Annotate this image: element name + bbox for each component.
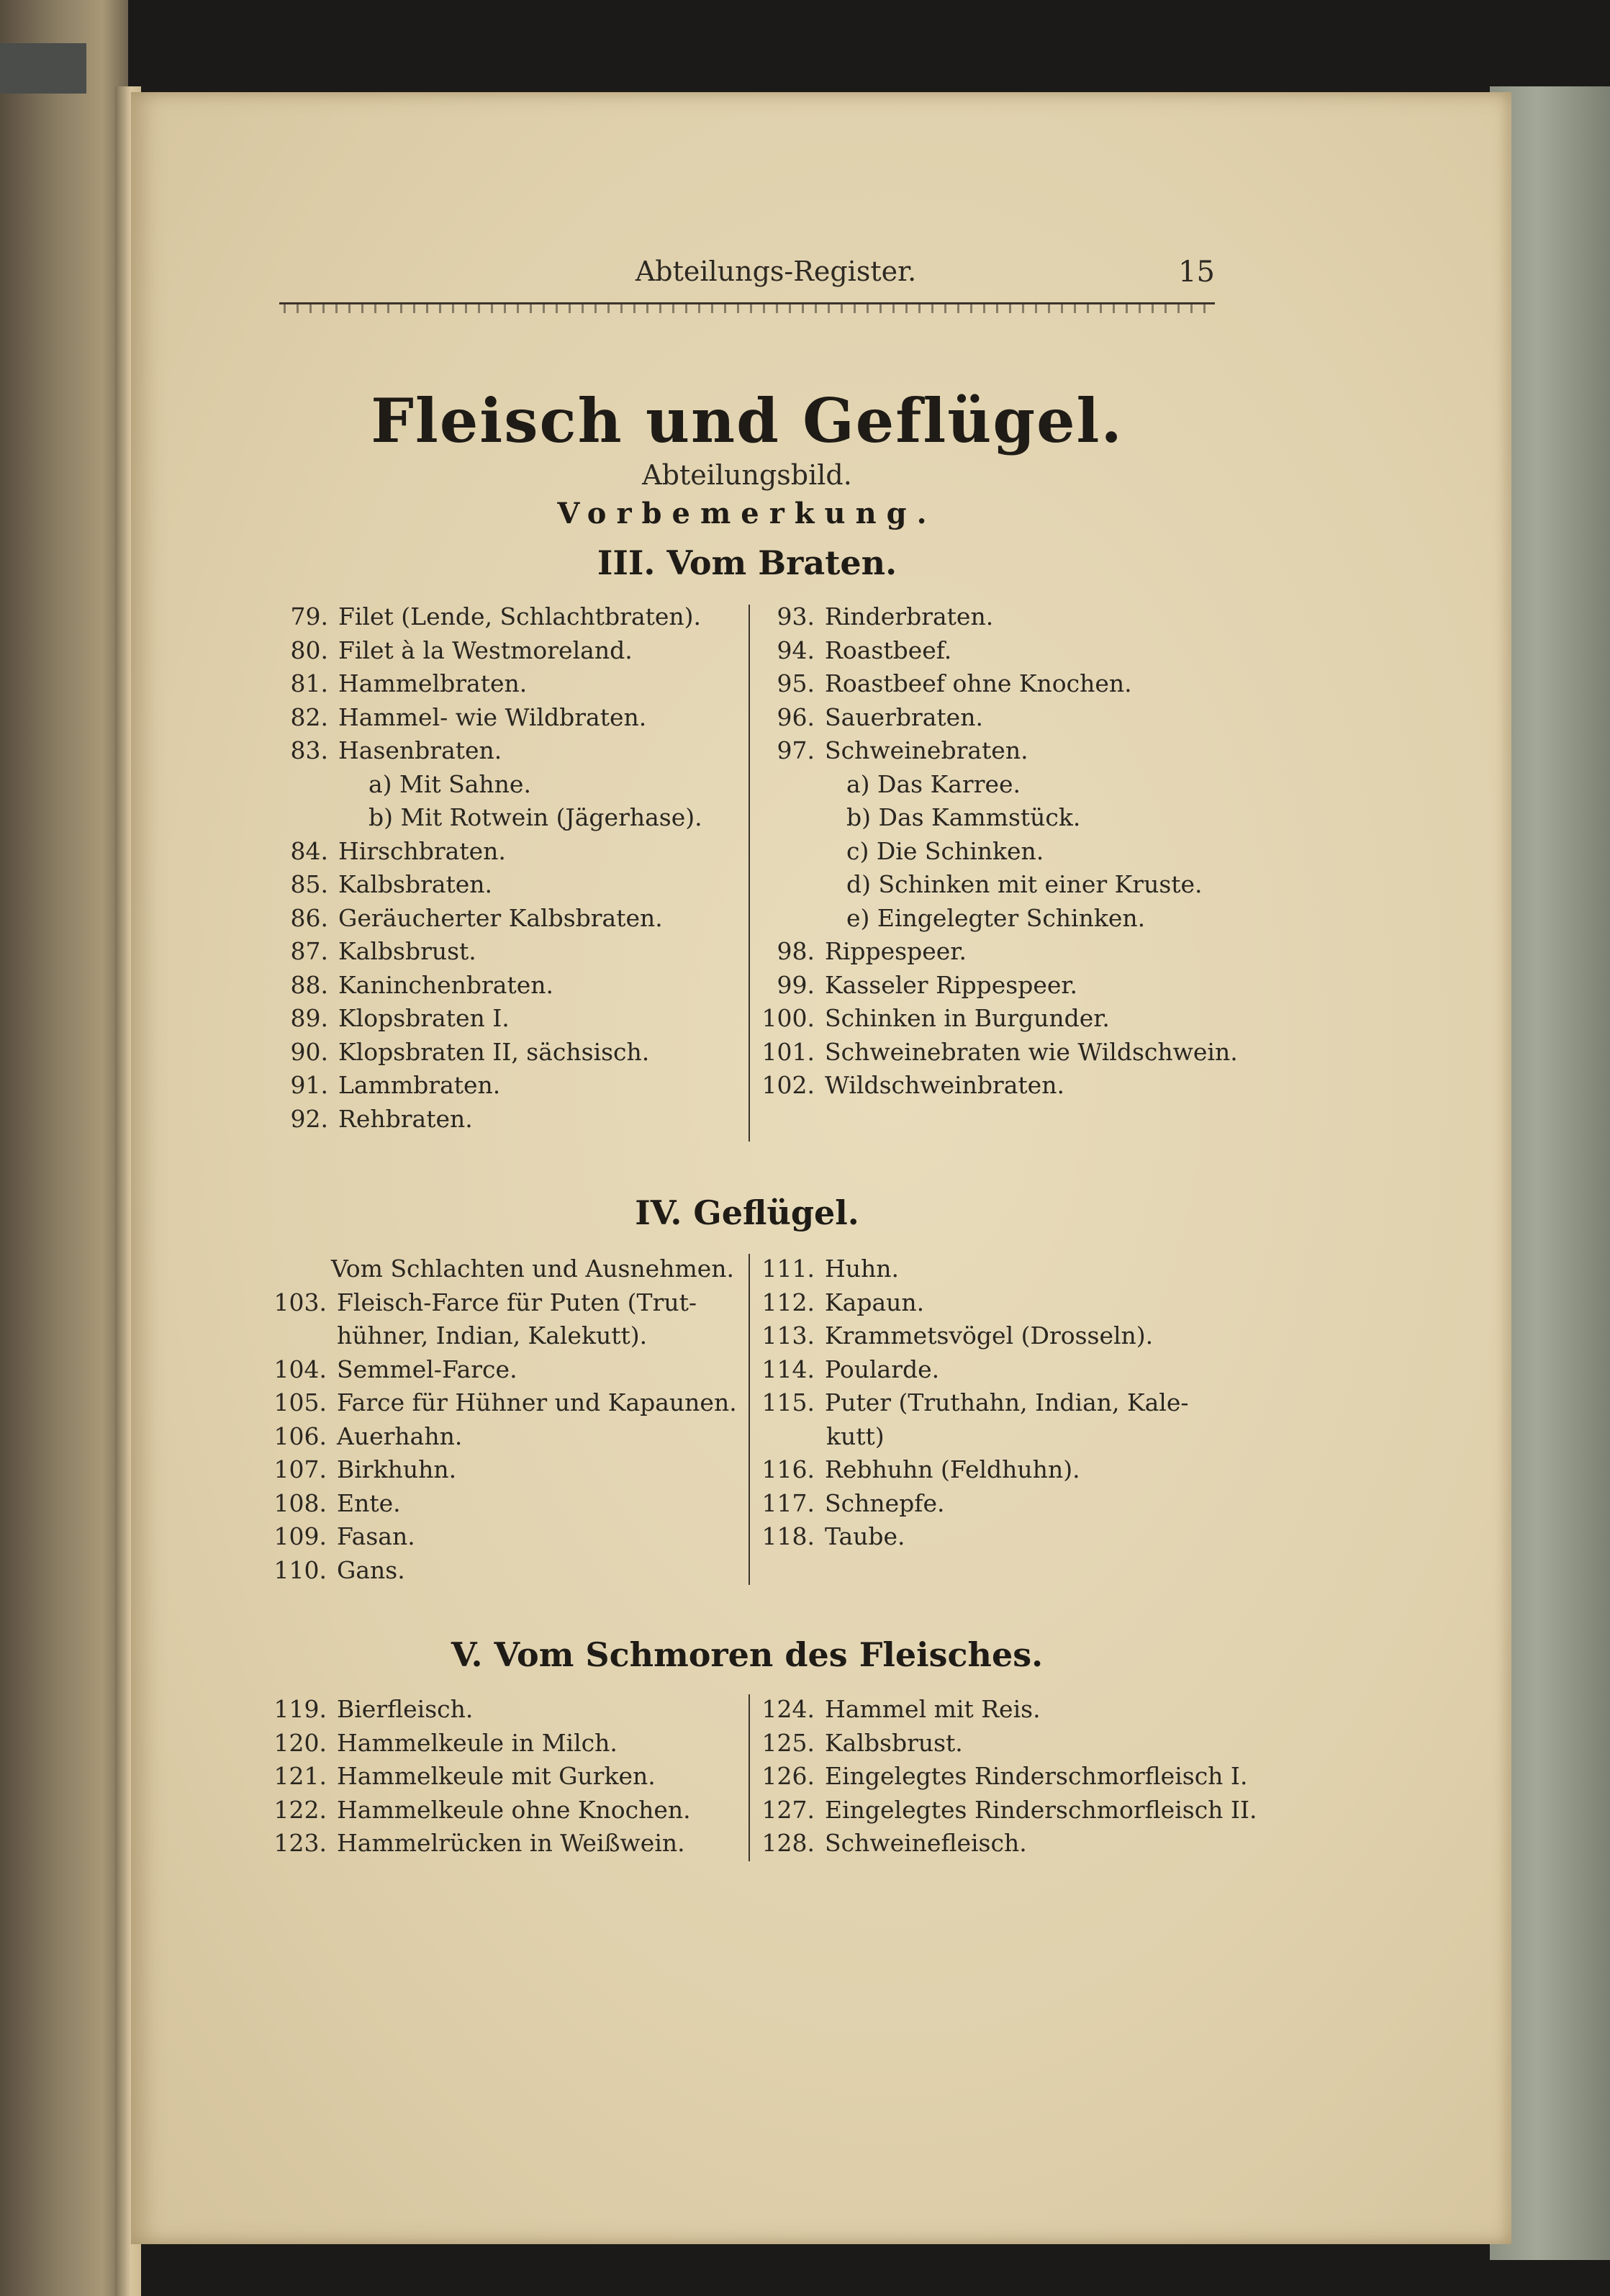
entry-number: 113. xyxy=(761,1321,815,1350)
entry-text: Kalbsbrust. xyxy=(338,937,476,965)
entry-text: Huhn. xyxy=(825,1255,900,1283)
index-entry xyxy=(757,935,1225,969)
section-iv-left-column xyxy=(268,1252,743,1587)
entry-number: 98. xyxy=(777,937,815,965)
entry-text: Geräucherter Kalbsbraten. xyxy=(338,903,663,932)
index-entry xyxy=(268,1487,743,1521)
entry-text: Schweinebraten wie Wildschwein. xyxy=(825,1037,1238,1066)
index-entry xyxy=(757,1453,1225,1487)
entry-number: 128. xyxy=(761,1829,815,1857)
entry-number: 100. xyxy=(761,1004,815,1032)
index-entry xyxy=(757,1827,1225,1861)
index-entry xyxy=(279,701,740,735)
entry-number: 89. xyxy=(290,1004,328,1032)
entry-number: 81. xyxy=(290,669,328,697)
entry-text: Eingelegtes Rinderschmorfleisch II. xyxy=(825,1795,1257,1824)
entry-number: 84. xyxy=(290,836,328,865)
section-heading-iv: IV. Geflügel. xyxy=(635,1193,859,1232)
section-iv-right-column xyxy=(757,1252,1225,1554)
entry-number: 105. xyxy=(273,1388,327,1416)
index-entry xyxy=(757,1252,1225,1286)
entry-number: 94. xyxy=(777,636,815,664)
entry-text: Sauerbraten. xyxy=(825,702,983,731)
index-entry xyxy=(757,701,1225,735)
index-entry xyxy=(757,1286,1225,1320)
section-heading-v: V. Vom Schmoren des Fleisches. xyxy=(451,1635,1044,1674)
index-entry xyxy=(268,1319,743,1353)
section-iii-right-column xyxy=(757,600,1238,1103)
index-entry xyxy=(279,1069,740,1103)
index-entry xyxy=(757,1420,1225,1454)
entry-text: Hammelbraten. xyxy=(338,669,528,697)
index-entry xyxy=(279,801,740,835)
entry-number: 80. xyxy=(290,636,328,664)
entry-text: Kalbsbraten. xyxy=(338,870,493,898)
entry-text: Kapaun. xyxy=(825,1288,925,1316)
index-entry xyxy=(279,667,740,701)
index-entry xyxy=(757,1487,1225,1521)
column-divider xyxy=(749,1694,750,1861)
entry-number: 123. xyxy=(273,1829,327,1857)
index-entry xyxy=(757,969,1225,1003)
entry-number: 90. xyxy=(290,1037,328,1066)
entry-text: Hirschbraten. xyxy=(338,836,506,865)
index-entry xyxy=(268,1252,743,1286)
index-entry xyxy=(268,1420,743,1454)
chapter-title: Fleisch und Geflügel. xyxy=(371,385,1123,456)
entry-text: Taube. xyxy=(825,1522,905,1550)
entry-text: Kaninchenbraten. xyxy=(338,970,554,999)
entry-text: Puter (Truthahn, Indian, Kale- xyxy=(825,1388,1189,1416)
entry-text: Eingelegtes Rinderschmorfleisch I. xyxy=(825,1762,1248,1790)
index-entry xyxy=(279,1036,740,1070)
running-head: Abteilungs-Register. xyxy=(635,256,917,287)
entry-text: Hammelkeule ohne Knochen. xyxy=(337,1795,691,1824)
entry-number: 111. xyxy=(761,1255,815,1283)
entry-text: Schweinebraten. xyxy=(825,736,1028,764)
entry-text: Semmel-Farce. xyxy=(337,1355,517,1383)
entry-text: d) Schinken mit einer Kruste. xyxy=(846,870,1203,898)
entry-text: Filet à la Westmoreland. xyxy=(338,636,633,664)
section-iii-left-column xyxy=(279,600,740,1136)
section-v-left-column xyxy=(268,1693,743,1861)
index-entry xyxy=(757,1727,1225,1761)
page-header xyxy=(279,256,1215,299)
entry-number: 95. xyxy=(777,669,815,697)
entry-text: e) Eingelegter Schinken. xyxy=(846,903,1146,932)
entry-number: 124. xyxy=(761,1695,815,1723)
entry-text: Hasenbraten. xyxy=(338,736,502,764)
entry-number: 108. xyxy=(273,1488,327,1517)
entry-number: 97. xyxy=(777,736,815,764)
index-entry xyxy=(757,835,1225,869)
entry-number: 107. xyxy=(273,1455,327,1483)
entry-number: 79. xyxy=(290,602,328,631)
entry-text: c) Die Schinken. xyxy=(846,836,1044,865)
index-entry xyxy=(757,1693,1225,1727)
index-entry xyxy=(757,1319,1225,1353)
column-divider xyxy=(749,605,750,1142)
index-entry xyxy=(279,768,740,802)
index-entry xyxy=(279,734,740,768)
entry-number: 92. xyxy=(290,1104,328,1133)
entry-number: 96. xyxy=(777,702,815,731)
entry-text: Kasseler Rippespeer. xyxy=(825,970,1078,999)
entry-text: Rebhuhn (Feldhuhn). xyxy=(825,1455,1080,1483)
entry-text: Auerhahn. xyxy=(337,1422,463,1450)
index-entry xyxy=(757,1520,1225,1554)
entry-text: Vom Schlachten und Ausnehmen. xyxy=(331,1255,735,1283)
entry-number: 88. xyxy=(290,970,328,999)
entry-number: 122. xyxy=(273,1795,327,1824)
index-entry xyxy=(757,768,1225,802)
entry-number: 102. xyxy=(761,1071,815,1099)
index-entry xyxy=(279,1002,740,1036)
entry-text: Schinken in Burgunder. xyxy=(825,1004,1110,1032)
entry-text: Fasan. xyxy=(337,1522,415,1550)
index-entry xyxy=(757,902,1225,936)
index-entry xyxy=(268,1453,743,1487)
index-entry xyxy=(268,1286,743,1320)
entry-number: 101. xyxy=(761,1037,815,1066)
entry-number: 120. xyxy=(273,1728,327,1757)
entry-text: Schnepfe. xyxy=(825,1488,945,1517)
index-entry xyxy=(268,1794,743,1827)
facing-page-edge xyxy=(0,0,128,2296)
entry-text: Gans. xyxy=(337,1555,405,1584)
entry-text: Hammel- wie Wildbraten. xyxy=(338,702,647,731)
index-entry xyxy=(757,600,1225,634)
entry-text: Hammelrücken in Weißwein. xyxy=(337,1829,685,1857)
entry-text: Birkhuhn. xyxy=(337,1455,457,1483)
page-number: 15 xyxy=(1178,256,1215,289)
index-entry xyxy=(279,1103,740,1136)
entry-number: 83. xyxy=(290,736,328,764)
index-entry xyxy=(268,1386,743,1420)
index-entry xyxy=(279,868,740,902)
entry-text: Klopsbraten II, sächsisch. xyxy=(338,1037,650,1066)
entry-text: Ente. xyxy=(337,1488,401,1517)
column-divider xyxy=(749,1254,750,1585)
entry-text: b) Mit Rotwein (Jägerhase). xyxy=(368,803,702,831)
entry-text: Roastbeef. xyxy=(825,636,952,664)
entry-text: Rinderbraten. xyxy=(825,602,994,631)
index-entry xyxy=(279,902,740,936)
section-v-right-column xyxy=(757,1693,1257,1861)
entry-text: Rehbraten. xyxy=(338,1104,473,1133)
index-entry xyxy=(757,1386,1225,1420)
index-entry xyxy=(268,1760,743,1794)
entry-number: 116. xyxy=(761,1455,815,1483)
section-heading-iii: III. Vom Braten. xyxy=(597,543,897,582)
index-entry xyxy=(268,1727,743,1761)
index-entry xyxy=(279,969,740,1003)
entry-number: 119. xyxy=(273,1695,327,1723)
index-entry xyxy=(268,1827,743,1861)
entry-text: Wildschweinbraten. xyxy=(825,1071,1064,1099)
entry-number: 127. xyxy=(761,1795,815,1824)
entry-number: 109. xyxy=(273,1522,327,1550)
entry-text: hühner, Indian, Kalekutt). xyxy=(337,1321,648,1350)
entry-number: 110. xyxy=(273,1555,327,1584)
entry-number: 91. xyxy=(290,1071,328,1099)
index-entry xyxy=(757,1002,1225,1036)
entry-number: 115. xyxy=(761,1388,815,1416)
entry-number: 125. xyxy=(761,1728,815,1757)
entry-number: 93. xyxy=(777,602,815,631)
index-entry xyxy=(757,734,1225,768)
entry-text: Fleisch-Farce für Puten (Trut- xyxy=(337,1288,697,1316)
entry-number: 118. xyxy=(761,1522,815,1550)
index-entry xyxy=(757,1760,1248,1794)
entry-number: 104. xyxy=(273,1355,327,1383)
entry-text: Kalbsbrust. xyxy=(825,1728,963,1757)
index-entry xyxy=(279,634,740,668)
entry-number: 87. xyxy=(290,937,328,965)
entry-text: b) Das Kammstück. xyxy=(846,803,1081,831)
entry-text: kutt) xyxy=(826,1422,885,1450)
entry-text: Hammel mit Reis. xyxy=(825,1695,1041,1723)
index-entry xyxy=(757,634,1225,668)
book-cover-corner xyxy=(0,43,86,94)
preface-heading: Vorbemerkung. xyxy=(557,497,937,530)
entry-text: a) Das Karree. xyxy=(846,769,1021,798)
index-entry xyxy=(757,1794,1257,1827)
index-entry xyxy=(279,835,740,869)
entry-text: Hammelkeule mit Gurken. xyxy=(337,1762,656,1790)
entry-number: 86. xyxy=(290,903,328,932)
entry-text: Farce für Hühner und Kapaunen. xyxy=(337,1388,737,1416)
index-entry xyxy=(757,868,1225,902)
entry-number: 121. xyxy=(273,1762,327,1790)
index-entry xyxy=(757,801,1225,835)
entry-text: Poularde. xyxy=(825,1355,940,1383)
entry-text: Bierfleisch. xyxy=(337,1695,474,1723)
entry-number: 114. xyxy=(761,1355,815,1383)
index-entry xyxy=(757,1036,1238,1070)
entry-text: Hammelkeule in Milch. xyxy=(337,1728,618,1757)
entry-number: 99. xyxy=(777,970,815,999)
entry-text: Schweinefleisch. xyxy=(825,1829,1027,1857)
entry-text: Filet (Lende, Schlachtbraten). xyxy=(338,602,702,631)
index-entry xyxy=(268,1554,743,1588)
index-entry xyxy=(268,1520,743,1554)
entry-number: 85. xyxy=(290,870,328,898)
index-entry xyxy=(279,935,740,969)
entry-text: Klopsbraten I. xyxy=(338,1004,510,1032)
index-entry xyxy=(757,1069,1225,1103)
entry-text: a) Mit Sahne. xyxy=(368,769,531,798)
index-entry xyxy=(268,1353,743,1387)
entry-number: 117. xyxy=(761,1488,815,1517)
chapter-subtitle: Abteilungsbild. xyxy=(642,459,852,491)
entry-number: 126. xyxy=(761,1762,815,1790)
entry-text: Rippespeer. xyxy=(825,937,967,965)
ornamental-rule xyxy=(279,302,1215,313)
entry-number: 106. xyxy=(273,1422,327,1450)
entry-number: 112. xyxy=(761,1288,815,1316)
entry-number: 103. xyxy=(273,1288,327,1316)
index-entry xyxy=(268,1693,743,1727)
index-entry xyxy=(757,667,1225,701)
index-entry xyxy=(757,1353,1225,1387)
entry-text: Lammbraten. xyxy=(338,1071,501,1099)
entry-number: 82. xyxy=(290,702,328,731)
entry-text: Roastbeef ohne Knochen. xyxy=(825,669,1132,697)
entry-text: Krammetsvögel (Drosseln). xyxy=(825,1321,1154,1350)
index-entry xyxy=(279,600,740,634)
